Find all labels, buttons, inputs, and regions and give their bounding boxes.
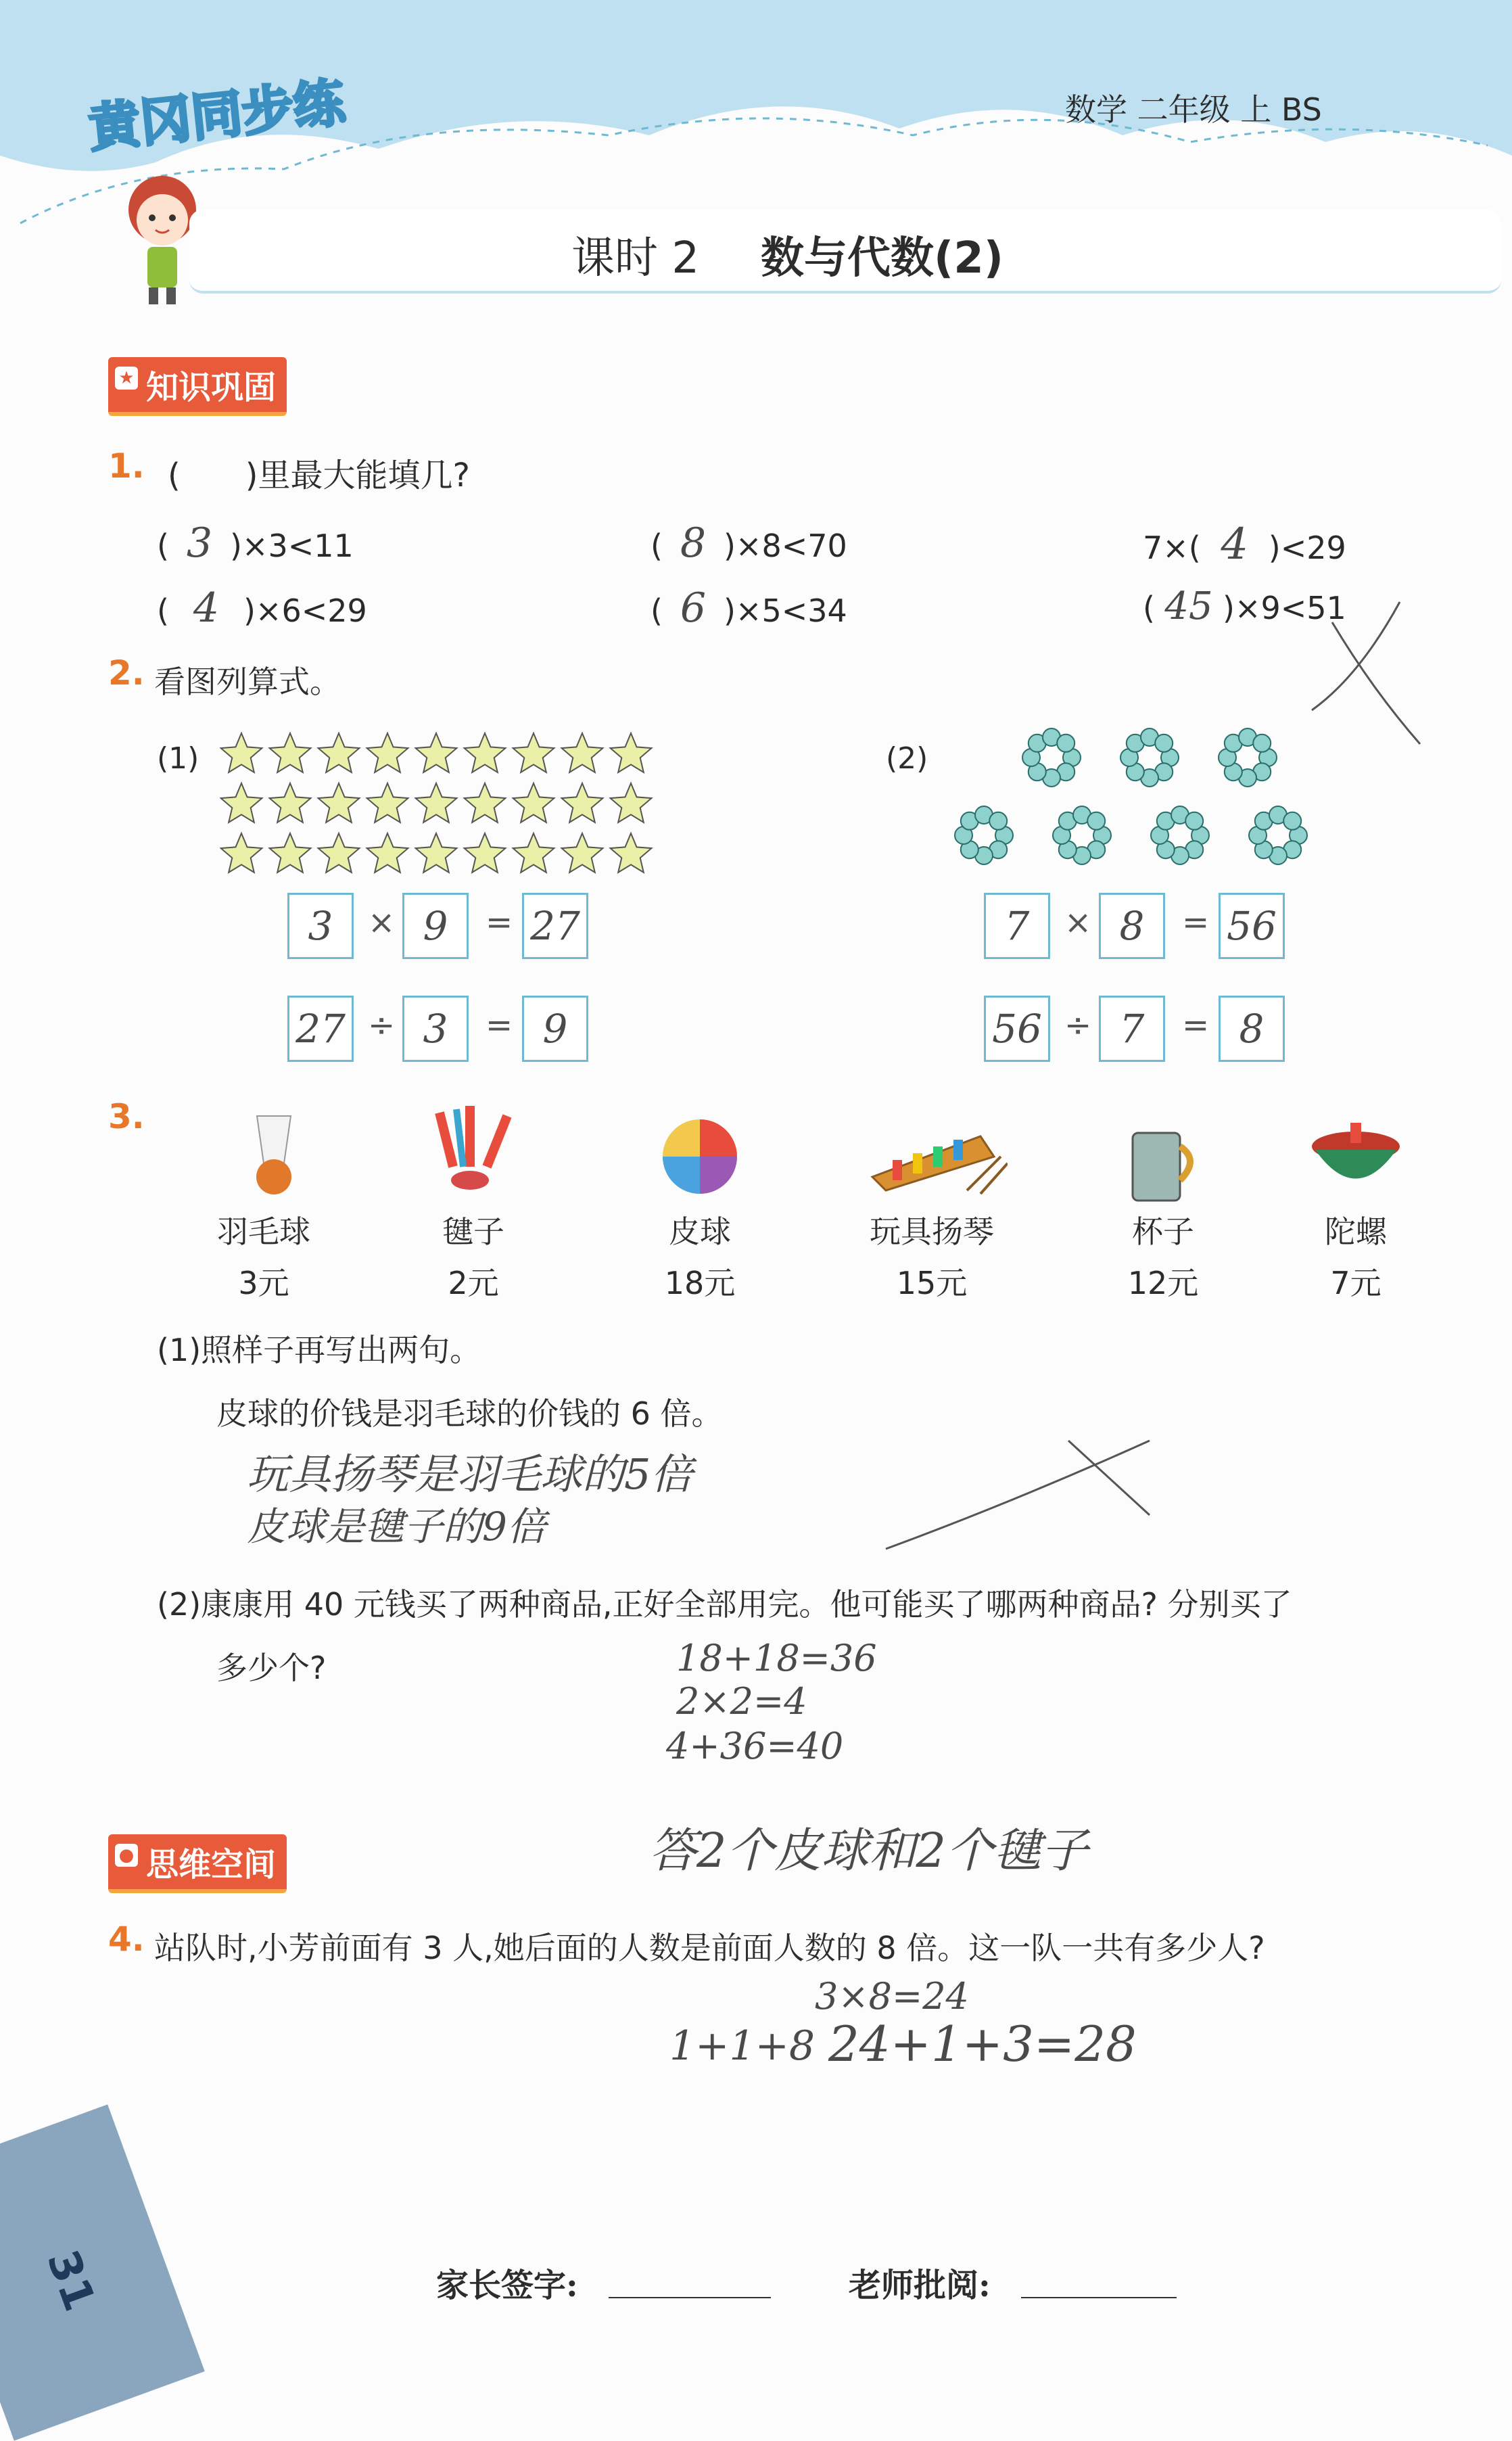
star-shape <box>270 733 311 772</box>
star-shape <box>318 833 360 873</box>
q3-sub1: (1)照样子再写出两句。 <box>157 1332 481 1368</box>
q2-part2-label: (2) <box>886 741 928 776</box>
equals-sign: = <box>1182 1006 1210 1044</box>
q2-part1-label: (1) <box>157 741 199 776</box>
product-item: 玩具扬琴 15元 <box>870 1213 994 1301</box>
handwritten-calc: 24+1+3=28 <box>828 2016 1137 2072</box>
q4-number: 4. <box>108 1920 145 1959</box>
q1-answer: 3 <box>186 519 213 567</box>
star-icon: ★ <box>115 367 138 390</box>
q1-item: ( 4 )×6<29 <box>157 584 367 632</box>
bead-circle <box>989 812 1007 830</box>
section-label: 知识巩固 <box>146 369 277 406</box>
handwritten-calc: 1+1+8 <box>669 2022 816 2070</box>
spinning-top-icon <box>1308 1119 1403 1201</box>
star-shape <box>562 783 603 822</box>
times-sign: × <box>1064 904 1092 941</box>
star-shape <box>318 733 360 772</box>
answer-box[interactable]: 3 <box>287 893 354 959</box>
bead-circle <box>1155 735 1173 752</box>
answer-box[interactable]: 9 <box>402 893 469 959</box>
shuttlecock-icon <box>433 1106 514 1204</box>
page-number: 31 <box>37 2244 105 2318</box>
star-shape <box>465 733 506 772</box>
badminton-icon <box>230 1109 318 1204</box>
star-shape <box>562 733 603 772</box>
answer-box[interactable]: 9 <box>522 996 588 1062</box>
q1-answer: 45 <box>1164 584 1213 628</box>
star-shape <box>416 733 457 772</box>
star-shape <box>611 833 652 873</box>
star-shape <box>465 833 506 873</box>
times-sign: × <box>368 904 396 941</box>
star-shape <box>270 783 311 822</box>
answer-box[interactable]: 56 <box>984 996 1050 1062</box>
q1-answer: 8 <box>680 519 707 567</box>
q3-sub2: (2)康康用 40 元钱买了两种商品,正好全部用完。他可能买了哪两种商品? 分别买了 <box>157 1586 1292 1623</box>
bead-circle <box>1057 735 1074 752</box>
star-shape <box>611 783 652 822</box>
answer-box[interactable]: 27 <box>522 893 588 959</box>
star-shape <box>270 833 311 873</box>
section-label: 思维空间 <box>146 1846 277 1884</box>
product-item: 陀螺 7元 <box>1325 1213 1387 1301</box>
handwritten-calc: 2×2=4 <box>676 1680 807 1723</box>
star-shape <box>465 783 506 822</box>
star-shape <box>416 833 457 873</box>
star-shape <box>513 783 554 822</box>
star-shape <box>221 833 262 873</box>
q2-text: 看图列算式。 <box>154 664 341 700</box>
handwritten-answer: 玩具扬琴是羽毛球的5倍 <box>247 1449 693 1499</box>
q2-number: 2. <box>108 653 145 693</box>
lesson-title: 数与代数(2) <box>761 233 1004 283</box>
bulb-icon: ● <box>115 1844 138 1867</box>
handwritten-answer: 皮球是毽子的9倍 <box>247 1504 546 1550</box>
bead-circle <box>1283 812 1301 830</box>
brand-logo: 黄冈同步练 <box>86 72 348 159</box>
star-shape <box>562 833 603 873</box>
equals-sign: = <box>486 904 513 941</box>
dulcimer-icon <box>866 1123 1008 1197</box>
ball-icon <box>659 1116 740 1197</box>
q3-sub2-cont: 多少个? <box>216 1650 327 1686</box>
q1-answer: 6 <box>680 584 707 632</box>
answer-box[interactable]: 27 <box>287 996 354 1062</box>
star-shape <box>367 783 408 822</box>
handwritten-answer: 答2个皮球和2个毽子 <box>649 1823 1089 1878</box>
q1-answer: 4 <box>1221 519 1249 569</box>
q1-text: ( )里最大能填几? <box>168 457 470 494</box>
answer-box[interactable]: 7 <box>984 893 1050 959</box>
answer-box[interactable]: 8 <box>1099 893 1165 959</box>
answer-box[interactable]: 7 <box>1099 996 1165 1062</box>
star-shape <box>416 783 457 822</box>
q1-item: ( 6 )×5<34 <box>651 584 847 632</box>
lesson-number: 课时 2 <box>571 233 700 283</box>
q1-item: ( 45 )×9<51 <box>1143 584 1346 628</box>
star-shape <box>611 733 652 772</box>
product-item: 羽毛球 3元 <box>217 1213 310 1301</box>
answer-box[interactable]: 56 <box>1219 893 1285 959</box>
flower-groups <box>950 724 1329 886</box>
q3-number: 3. <box>108 1097 145 1136</box>
q1-number: 1. <box>108 446 145 486</box>
answer-box[interactable]: 3 <box>402 996 469 1062</box>
bead-circle <box>1087 812 1105 830</box>
star-shape <box>513 733 554 772</box>
handwritten-calc: 4+36=40 <box>666 1725 844 1767</box>
product-item: 毽子 2元 <box>442 1213 504 1301</box>
bead-circle <box>1185 812 1203 830</box>
answer-box[interactable]: 8 <box>1219 996 1285 1062</box>
equals-sign: = <box>486 1006 513 1044</box>
check-mark-icon <box>879 1427 1163 1562</box>
section-thinking <box>108 1834 287 1893</box>
bead-circle <box>1253 735 1271 752</box>
teacher-review-label: 老师批阅: <box>849 2266 991 2304</box>
parent-signature-label: 家长签字: <box>436 2266 578 2304</box>
product-item: 皮球 18元 <box>664 1213 736 1301</box>
star-shape <box>367 733 408 772</box>
divide-sign: ÷ <box>368 1006 396 1044</box>
star-shape <box>318 783 360 822</box>
divide-sign: ÷ <box>1064 1006 1092 1044</box>
star-shape <box>513 833 554 873</box>
q1-item: ( 3 )×3<11 <box>157 519 354 567</box>
equals-sign: = <box>1182 904 1210 941</box>
page-corner <box>0 2104 205 2440</box>
handwritten-calc: 3×8=24 <box>815 1975 969 2018</box>
star-shape <box>221 783 262 822</box>
q4-text: 站队时,小芳前面有 3 人,她后面的人数是前面人数的 8 倍。这一队一共有多少人? <box>154 1930 1265 1966</box>
q1-item: 7×( 4 )<29 <box>1143 519 1346 569</box>
star-shape <box>367 833 408 873</box>
teacher-review-line[interactable] <box>1021 2297 1177 2298</box>
q1-answer: 4 <box>193 584 220 632</box>
subject-label: 数学 二年级 上 BS <box>1065 91 1322 128</box>
product-item: 杯子 12元 <box>1127 1213 1199 1301</box>
section-knowledge <box>108 357 287 416</box>
star-grid <box>220 730 666 886</box>
q1-item: ( 8 )×8<70 <box>651 519 847 567</box>
q3-example: 皮球的价钱是羽毛球的价钱的 6 倍。 <box>216 1395 723 1432</box>
handwritten-calc: 18+18=36 <box>676 1637 877 1679</box>
parent-signature-line[interactable] <box>609 2297 771 2298</box>
cup-icon <box>1126 1126 1200 1207</box>
star-shape <box>221 733 262 772</box>
